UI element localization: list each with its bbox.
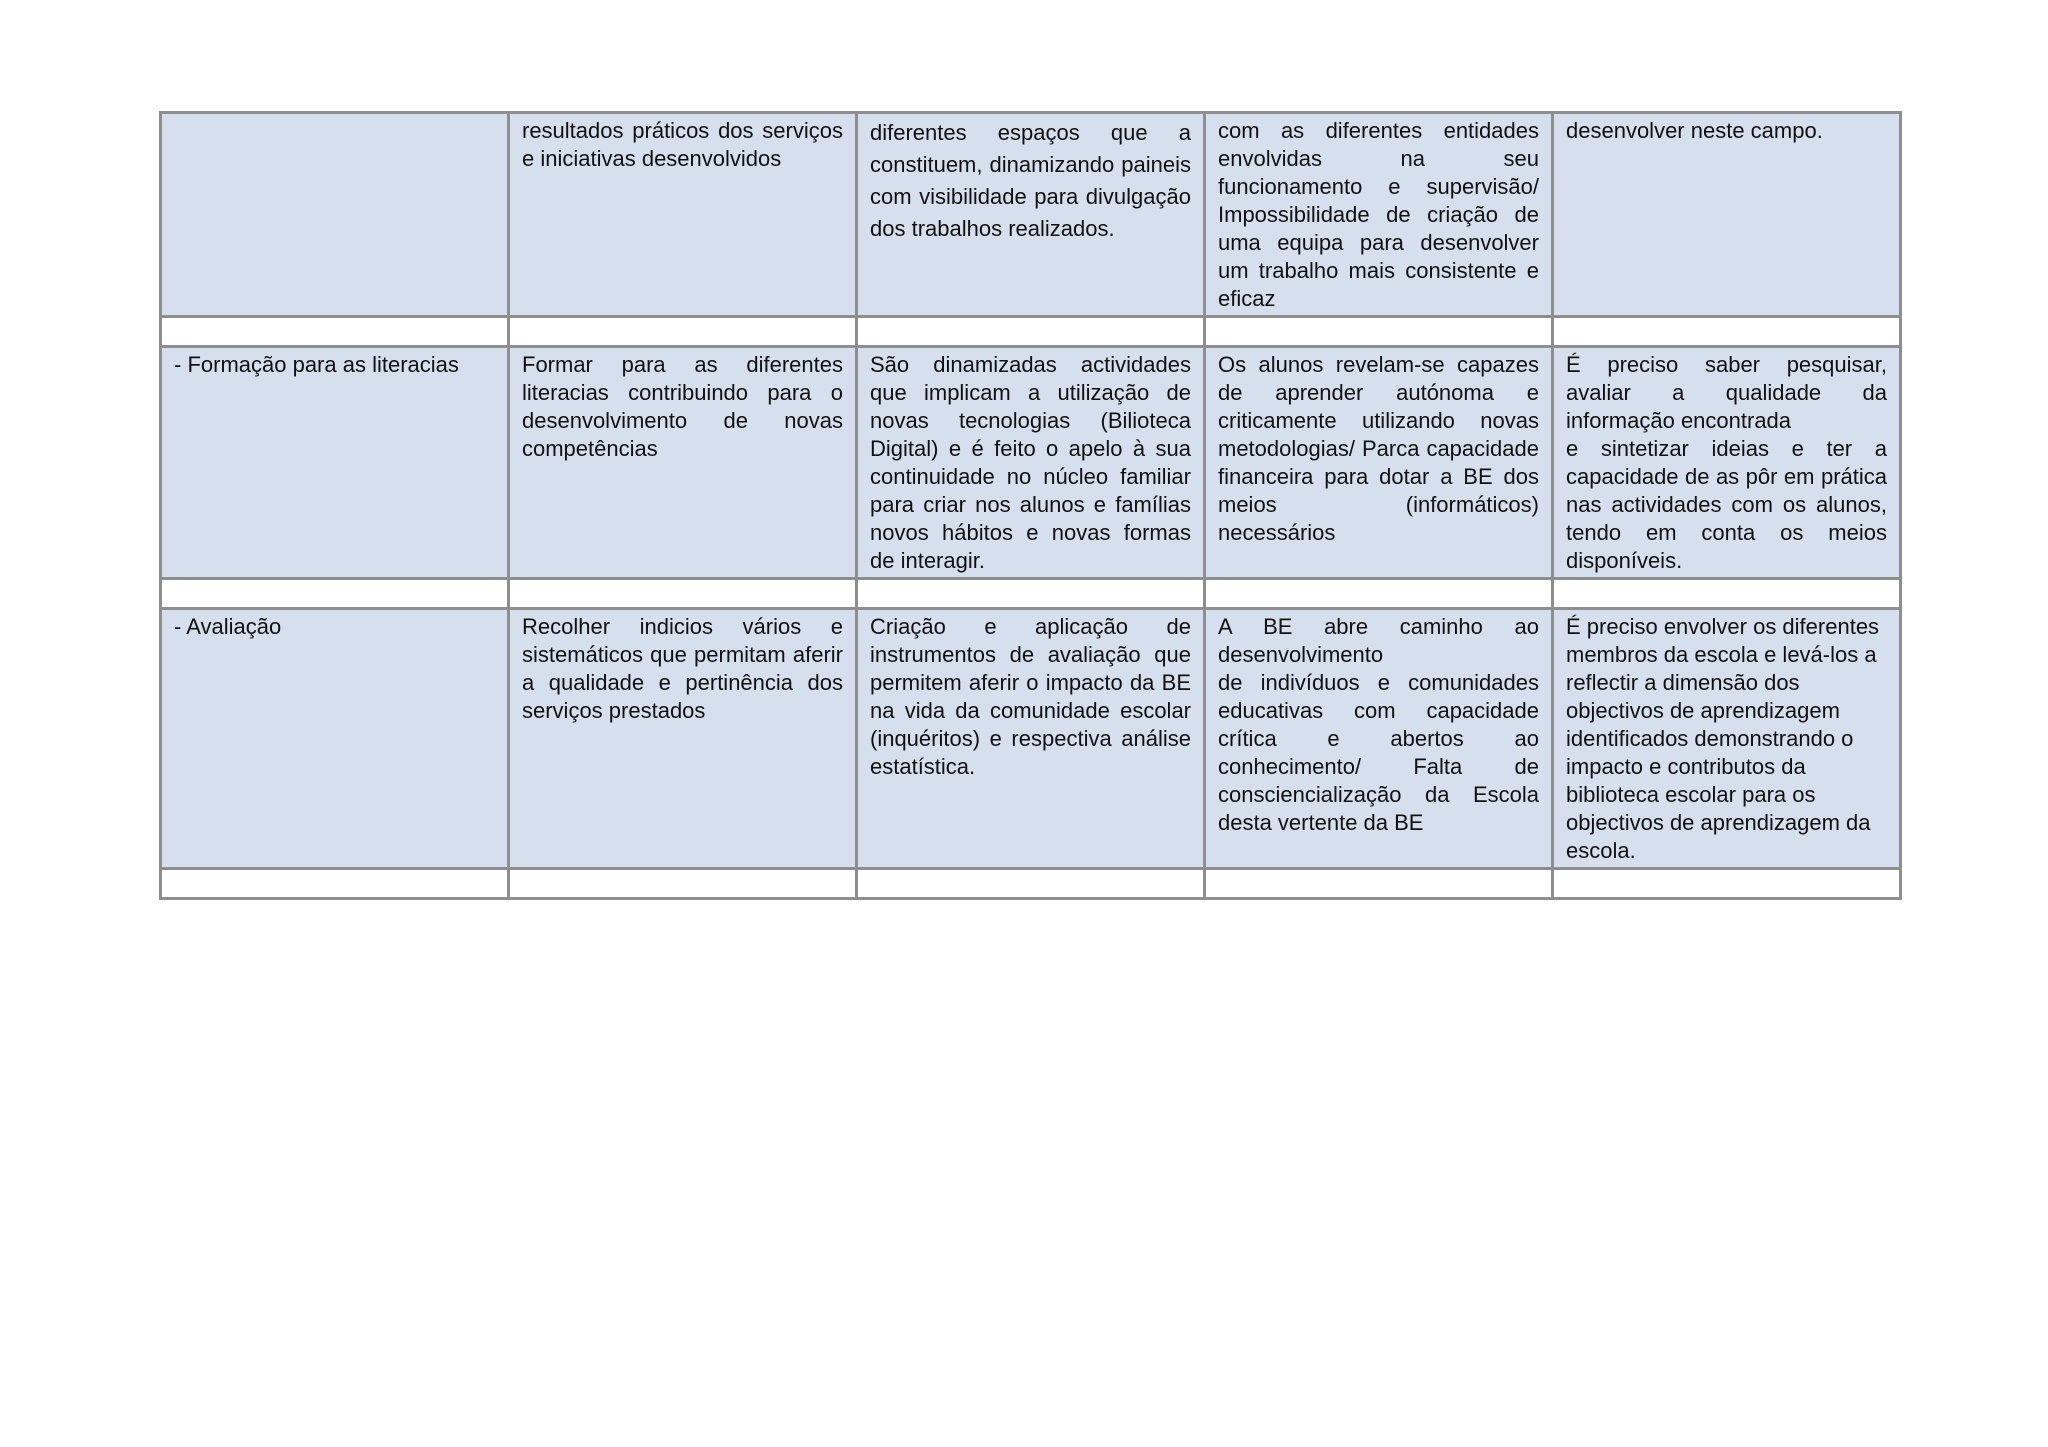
empty-cell bbox=[1553, 579, 1901, 609]
cell-actions bbox=[857, 347, 1205, 579]
cell-objective bbox=[509, 113, 857, 317]
empty-cell bbox=[509, 869, 857, 899]
empty-cell bbox=[857, 317, 1205, 347]
empty-cell bbox=[509, 317, 857, 347]
actions-text: São dinamizadas actividades que implicam a utilização de novas tecnologias (Bilioteca Digital) e é feito o apelo à sua continuidade no núcleo familiar para criar nos alunos e famílias novos hábitos e novas formas de interagir. bbox=[870, 352, 1191, 573]
empty-cell bbox=[509, 579, 857, 609]
empty-cell bbox=[161, 317, 509, 347]
empty-cell bbox=[161, 579, 509, 609]
empty-cell bbox=[1205, 579, 1553, 609]
empty-cell bbox=[857, 579, 1205, 609]
objective-text: resultados práticos dos serviços e iniciativas desenvolvidos bbox=[522, 118, 843, 171]
empty-cell bbox=[1205, 869, 1553, 899]
results-text: A BE abre caminho ao desenvolvimento de indivíduos e comunidades educativas com capacidade crítica e abertos ao conhecimento/ Falta de consciencialização da Escola desta vertente da BE bbox=[1218, 614, 1539, 835]
cell-area bbox=[161, 113, 509, 317]
cell-improvement bbox=[1553, 113, 1901, 317]
empty-cell bbox=[161, 869, 509, 899]
spacer-row bbox=[161, 317, 1901, 347]
objective-text: Recolher indicios vários e sistemáticos que permitam aferir a qualidade e pertinência dos serviços prestados bbox=[522, 614, 843, 723]
cell-results bbox=[1205, 113, 1553, 317]
cell-results bbox=[1205, 347, 1553, 579]
table-row bbox=[161, 609, 1901, 869]
empty-cell bbox=[857, 869, 1205, 899]
table-row bbox=[161, 347, 1901, 579]
area-text: - Avaliação bbox=[174, 614, 282, 639]
actions-text: diferentes espaços que a constituem, dinamizando paineis com visibilidade para divulgação dos trabalhos realizados. bbox=[870, 120, 1191, 241]
area-text: - Formação para as literacias bbox=[174, 352, 459, 377]
improvement-text: É preciso envolver os diferentes membros da escola e levá-los a reflectir a dimensão dos objectivos de aprendizagem identificados demonstrando o impacto e contributos da biblioteca escolar para os objectivos de aprendizagem da escola. bbox=[1566, 614, 1880, 863]
cell-area bbox=[161, 609, 509, 869]
objective-text: Formar para as diferentes literacias contribuindo para o desenvolvimento de novas competências bbox=[522, 352, 843, 461]
cell-improvement bbox=[1553, 347, 1901, 579]
cell-actions bbox=[857, 113, 1205, 317]
spacer-row bbox=[161, 869, 1901, 899]
improvement-text: É preciso saber pesquisar, avaliar a qualidade da informação encontrada e sintetizar ideias e ter a capacidade de as pôr em prática nas actividades com os alunos, tendo em conta os meios disponíveis. bbox=[1566, 352, 1887, 573]
cell-actions bbox=[857, 609, 1205, 869]
spacer-row bbox=[161, 579, 1901, 609]
results-text: Os alunos revelam-se capazes de aprender autónoma e criticamente utilizando novas metodologias/ Parca capacidade financeira para dotar a BE dos meios (informáticos) necessários bbox=[1218, 352, 1539, 545]
table-row bbox=[161, 113, 1901, 317]
cell-improvement bbox=[1553, 609, 1901, 869]
cell-area bbox=[161, 347, 509, 579]
cell-results bbox=[1205, 609, 1553, 869]
cell-objective bbox=[509, 609, 857, 869]
empty-cell bbox=[1553, 869, 1901, 899]
improvement-text: desenvolver neste campo. bbox=[1566, 118, 1823, 143]
empty-cell bbox=[1205, 317, 1553, 347]
evaluation-table bbox=[159, 111, 1902, 900]
cell-objective bbox=[509, 347, 857, 579]
results-text: com as diferentes entidades envolvidas na seu funcionamento e supervisão/ Impossibilidade de criação de uma equipa para desenvolver um trabalho mais consistente e eficaz bbox=[1218, 118, 1539, 311]
empty-cell bbox=[1553, 317, 1901, 347]
actions-text: Criação e aplicação de instrumentos de avaliação que permitem aferir o impacto da BE na vida da comunidade escolar (inquéritos) e respectiva análise estatística. bbox=[870, 614, 1191, 779]
